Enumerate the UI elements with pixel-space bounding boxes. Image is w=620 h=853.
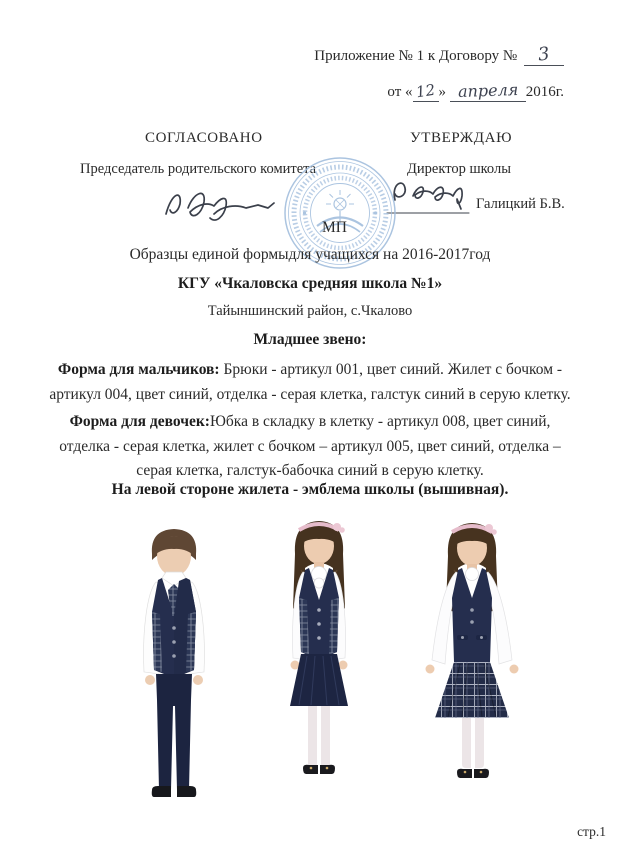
- boy-uniform-photo: [92, 520, 257, 816]
- appendix-text: Приложение № 1 к Договору №: [314, 48, 518, 64]
- stamp-place-abbr: МП: [322, 219, 347, 236]
- boys-uniform-paragraph: [48, 358, 572, 407]
- handwritten-month: апреля: [457, 79, 519, 102]
- date-year: 2016г.: [525, 84, 564, 100]
- title-samples-line: Образцы единой формыдля учащихся на 2016-2017год: [129, 246, 491, 263]
- page-number: стр.1: [577, 824, 606, 839]
- boys-uniform-label: Форма для мальчиков:: [57, 361, 220, 378]
- date-month-field: [450, 81, 526, 102]
- boys-uniform-text: Брюки - артикул 001, цвет синий. Жилет с бочком - артикул 004, цвет синий, отделка - серая клетка, галстук синий в серую клетку.: [49, 361, 571, 403]
- girl-navy-skirt-uniform-photo: [245, 512, 393, 794]
- handwritten-contract-number: 3: [537, 43, 551, 66]
- agreed-role: Председатель родительского комитета: [80, 161, 317, 177]
- agreed-label: СОГЛАСОВАНО: [145, 130, 263, 146]
- date-close-quote: »: [438, 84, 447, 100]
- handwritten-day: 12: [414, 80, 437, 102]
- title-district-line: Тайыншинский район, с.Чкалово: [207, 303, 413, 319]
- title-school-name: КГУ «Чкаловска средняя школа №1»: [177, 275, 443, 292]
- approved-role: Директор школы: [407, 161, 511, 177]
- title-section-junior: Младшее звено:: [253, 331, 367, 348]
- chairman-signature: [148, 178, 288, 233]
- girls-uniform-label: Форма для девочек:: [69, 413, 210, 430]
- emblem-note-line: На левой стороне жилета - эмблема школы (вышивная).: [111, 481, 509, 498]
- appendix-line: [314, 44, 564, 66]
- date-line: [387, 81, 564, 102]
- date-day-field: [413, 82, 439, 102]
- approved-label: УТВЕРЖДАЮ: [410, 130, 513, 146]
- girls-uniform-paragraph: [48, 410, 572, 484]
- date-prefix: от «: [387, 84, 413, 100]
- girl-plaid-skirt-uniform-photo: [392, 514, 552, 790]
- director-name: Галицкий Б.В.: [476, 196, 565, 212]
- appendix-number-field: [524, 44, 564, 66]
- girls-uniform-text: Юбка в складку в клетку - артикул 008, цвет синий, отделка - серая клетка, жилет с бочком – артикул 005, цвет синий, отделка – серая клетка, галстук-бабочка синий в серую клетку.: [59, 413, 561, 479]
